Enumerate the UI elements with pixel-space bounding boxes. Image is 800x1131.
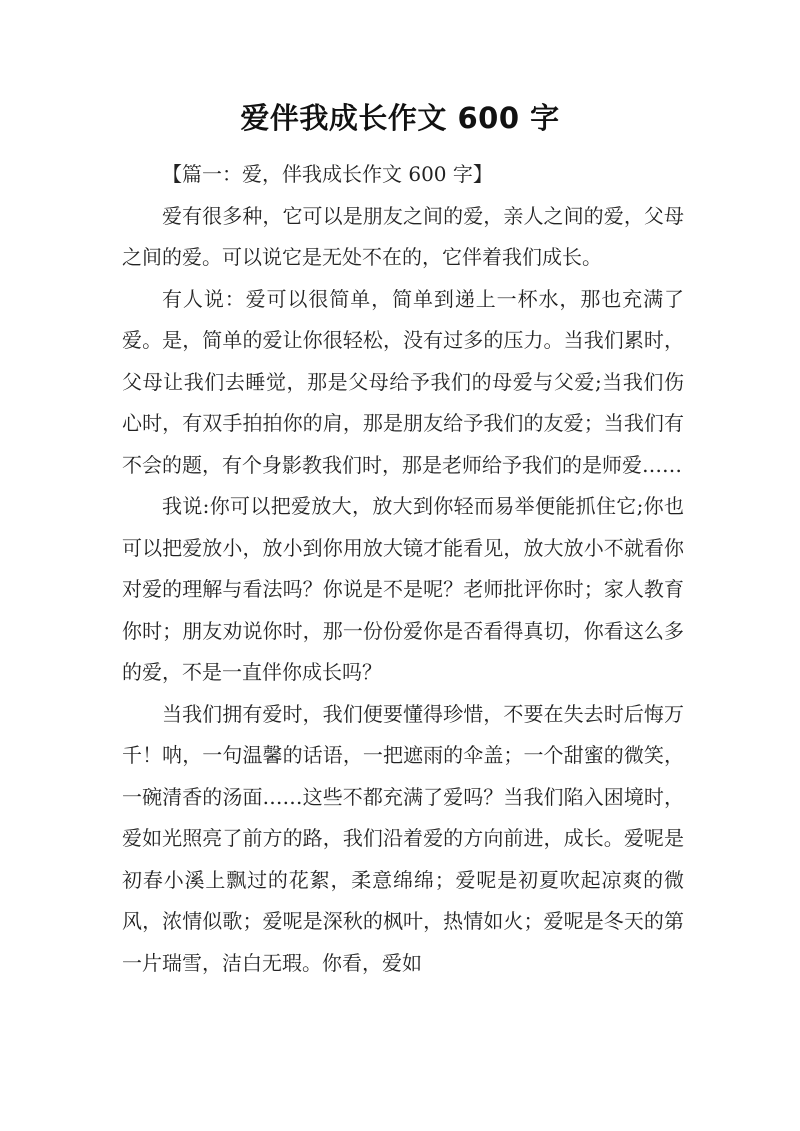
article-body xyxy=(122,154,684,984)
paragraph-3: 我说:你可以把爱放大，放大到你轻而易举便能抓住它;你也可以把爱放小，放小到你用放大镜才能看见，放大放小不就看你对爱的理解与看法吗？你说是不是呢？老师批评你时；家人教育你时；朋友劝说你时，那一份份爱你是否看得真切，你看这么多的爱，不是一直伴你成长吗？ xyxy=(122,494,684,684)
paragraph-2: 有人说：爱可以很简单，简单到递上一杯水，那也充满了爱。是，简单的爱让你很轻松，没有过多的压力。当我们累时，父母让我们去睡觉，那是父母给予我们的母爱与父爱;当我们伤心时，有双手拍拍你的肩，那是朋友给予我们的友爱；当我们有不会的题，有个身影教我们时，那是老师给予我们的是师爱…… xyxy=(122,286,684,477)
section-heading: 【篇一：爱，伴我成长作文 600 字】 xyxy=(162,162,493,186)
paragraph-4: 当我们拥有爱时，我们便要懂得珍惜，不要在失去时后悔万千！呐，一句温馨的话语，一把遮雨的伞盖；一个甜蜜的微笑，一碗清香的汤面……这些不都充满了爱吗？当我们陷入困境时，爱如光照亮了前方的路，我们沿着爱的方向前进，成长。爱呢是初春小溪上飘过的花絮，柔意绵绵；爱呢是初夏吹起凉爽的微风，浓情似歌；爱呢是深秋的枫叶，热情如火；爱呢是冬天的第一片瑞雪，洁白无瑕。你看，爱如 xyxy=(122,701,684,975)
page-title: 爱伴我成长作文 600 字 xyxy=(240,101,560,135)
paragraph-1: 爱有很多种，它可以是朋友之间的爱，亲人之间的爱，父母之间的爱。可以说它是无处不在的，它伴着我们成长。 xyxy=(122,203,684,269)
